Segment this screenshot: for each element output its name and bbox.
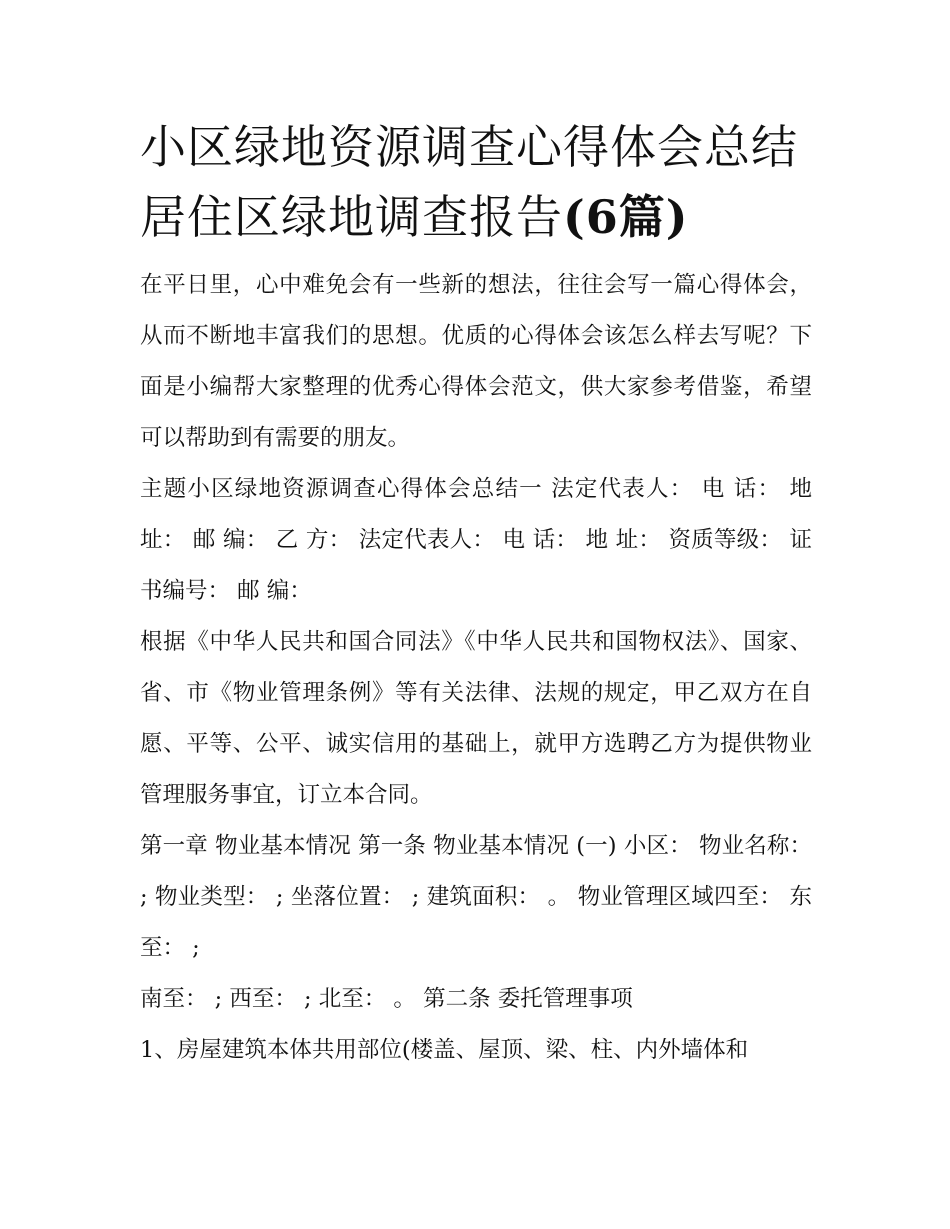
list-item-paragraph: 1、房屋建筑本体共用部位(楼盖、屋顶、梁、柱、内外墙体和 <box>140 1037 749 1063</box>
document-title <box>140 112 812 252</box>
property-info-paragraph: 第一章 物业基本情况 第一条 物业基本情况 (一) 小区： 物业名称： ; 物业类型： ; 坐落位置： ; 建筑面积： 。 物业管理区域四至： 东至： ; <box>140 833 812 961</box>
boundaries-paragraph: 南至： ; 西至： ; 北至： 。 第二条 委托管理事项 <box>140 986 633 1012</box>
title-text: 小区绿地资源调查心得体会总结 居住区绿地调查报告 <box>140 120 798 244</box>
intro-paragraph: 在平日里，心中难免会有一些新的想法，往往会写一篇心得体会，从而不断地丰富我们的思想。优质的心得体会该怎么样去写呢？下面是小编帮大家整理的优秀心得体会范文，供大家参考借鉴，希望可以帮助到有需要的朋友。 <box>140 272 812 451</box>
title-suffix: (6篇) <box>563 190 689 244</box>
contract-parties-paragraph: 主题小区绿地资源调查心得体会总结一 法定代表人： 电 话： 地 址： 邮 编： 乙 方： 法定代表人： 电 话： 地 址： 资质等级： 证书编号： 邮 编： <box>140 476 812 604</box>
legal-basis-paragraph: 根据《中华人民共和国合同法》《中华人民共和国物权法》、国家、省、市《物业管理条例》等有关法律、法规的规定，甲乙双方在自愿、平等、公平、诚实信用的基础上，就甲方选聘乙方为提供物业管理服务事宜，订立本合同。 <box>140 629 812 808</box>
document-page <box>140 112 812 1076</box>
